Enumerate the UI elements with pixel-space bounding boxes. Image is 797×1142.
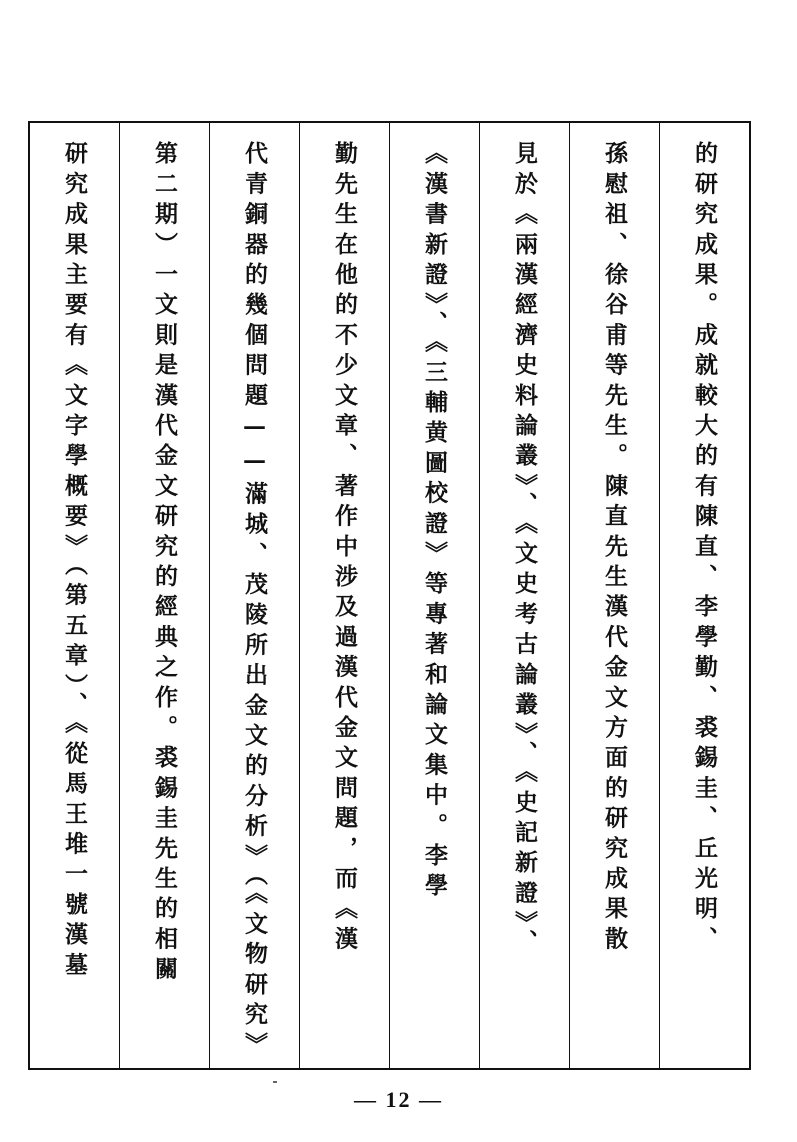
text-column-7: [120, 123, 210, 1068]
text-column-5: [300, 123, 390, 1068]
column-text: 的研究成果。成就較大的有陳直、李學勤、裘錫圭、丘光明、: [691, 141, 718, 957]
text-column-1: [660, 123, 749, 1068]
text-column-3: [480, 123, 570, 1068]
column-text: 勤先生在他的不少文章、著作中涉及過漢代金文問題，而《漢: [331, 141, 358, 957]
text-column-6: [210, 123, 300, 1068]
text-column-4: [390, 123, 480, 1068]
column-text: 研究成果主要有《文字學概要》（第五章）、《從馬王堆一號漢墓: [61, 141, 88, 983]
column-text: 《漢書新證》、《三輔黄圖校證》等專著和論文集中。李學: [421, 141, 448, 904]
column-text: 代青銅器的幾個問題——滿城、茂陵所出金文的分析》（《文物研究》: [241, 141, 268, 1063]
column-text: 見於《兩漢經濟史料論叢》、《文史考古論叢》、《史記新證》、: [511, 141, 538, 960]
column-text: 第二期）一文則是漢代金文研究的經典之作。裘錫圭先生的相關: [151, 141, 178, 987]
page-number: — 12 —: [354, 1087, 443, 1112]
column-text: 孫慰祖、徐谷甫等先生。陳直先生漢代金文方面的研究成果散: [601, 141, 628, 957]
text-frame: [28, 121, 751, 1070]
scan-mark: [273, 1081, 277, 1083]
text-column-2: [570, 123, 660, 1068]
text-column-8: [30, 123, 120, 1068]
